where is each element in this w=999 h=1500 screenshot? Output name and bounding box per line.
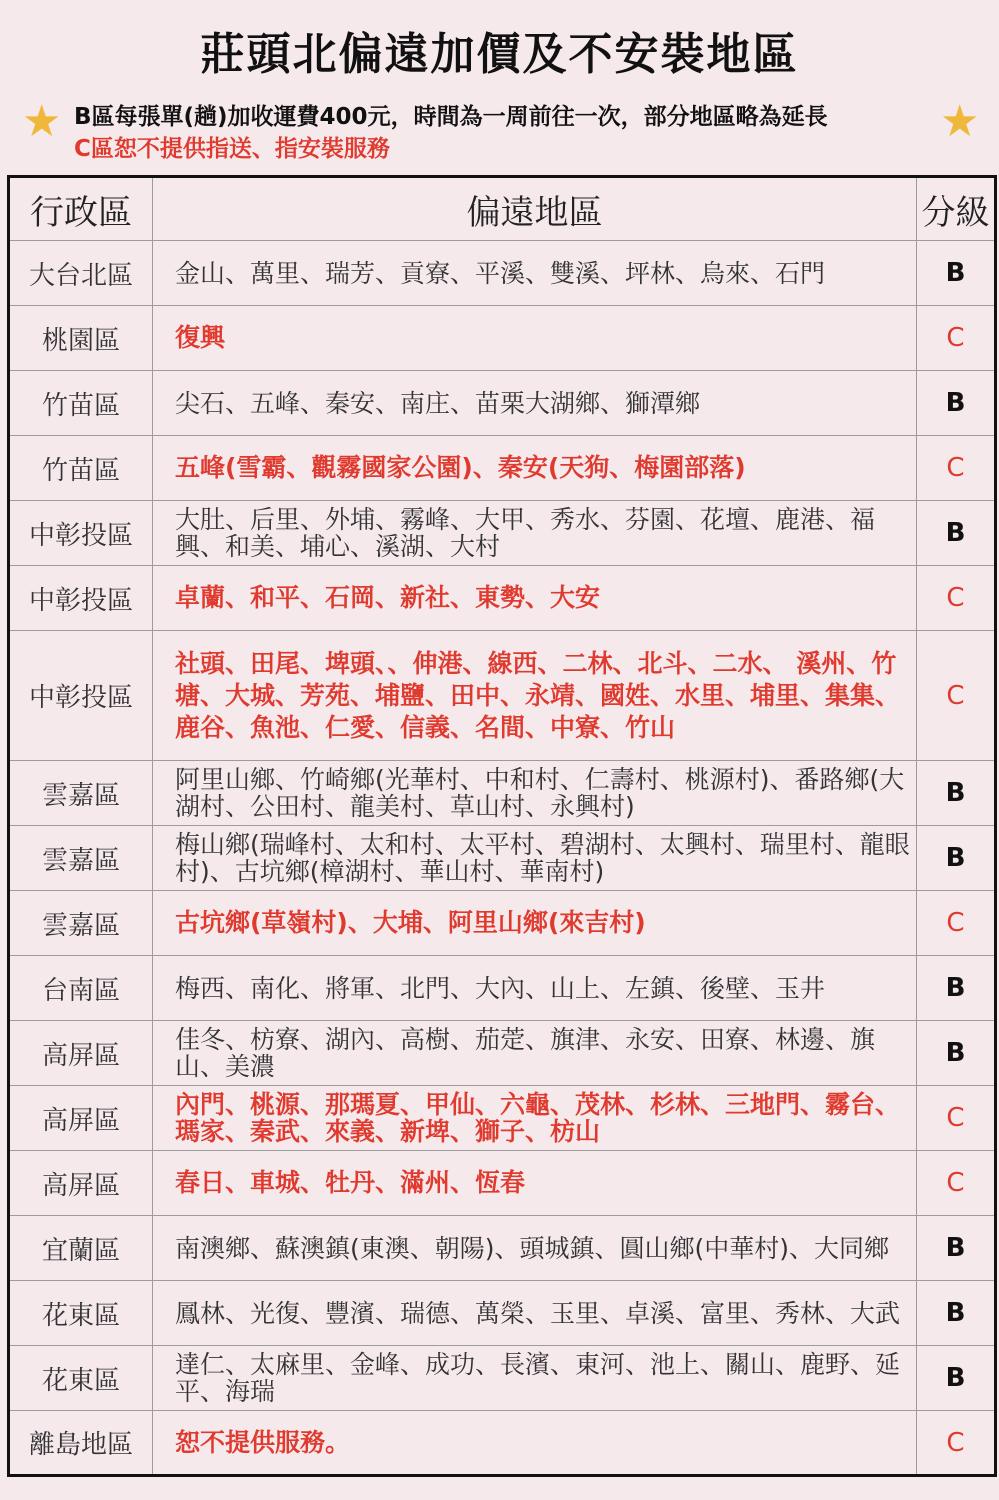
table-row (9, 1281, 996, 1346)
grade-cell: C (917, 1151, 996, 1216)
area-cell: 五峰(雪霸、觀霧國家公園)、秦安(天狗、梅園部落) (153, 436, 917, 501)
district-cell: 花東區 (9, 1346, 153, 1411)
district-cell: 花東區 (9, 1281, 153, 1346)
area-cell: 鳳林、光復、豐濱、瑞德、萬榮、玉里、卓溪、富里、秀林、大武 (153, 1281, 917, 1346)
district-cell: 宜蘭區 (9, 1216, 153, 1281)
grade-cell: C (917, 891, 996, 956)
grade-cell: B (917, 1216, 996, 1281)
area-cell: 南澳鄉、蘇澳鎮(東澳、朝陽)、頭城鎮、圓山鄉(中華村)、大同鄉 (153, 1216, 917, 1281)
area-cell: 阿里山鄉、竹崎鄉(光華村、中和村、仁壽村、桃源村)、番路鄉(大湖村、公田村、龍美村、草山村、永興村) (153, 761, 917, 826)
district-cell: 台南區 (9, 956, 153, 1021)
table-row (9, 1021, 996, 1086)
table-row (9, 241, 996, 306)
area-cell: 內門、桃源、那瑪夏、甲仙、六龜、茂林、杉林、三地門、霧台、瑪家、秦武、來義、新埤、獅子、枋山 (153, 1086, 917, 1151)
table-row (9, 436, 996, 501)
remote-area-table (7, 175, 997, 1477)
area-cell: 達仁、太麻里、金峰、成功、長濱、東河、池上、關山、鹿野、延平、海瑞 (153, 1346, 917, 1411)
district-cell: 雲嘉區 (9, 761, 153, 826)
area-cell: 梅山鄉(瑞峰村、太和村、太平村、碧湖村、太興村、瑞里村、龍眼村)、古坑鄉(樟湖村、華山村、華南村) (153, 826, 917, 891)
area-cell: 社頭、田尾、埤頭、、伸港、線西、二林、北斗、二水、 溪州、竹塘、大城、芳苑、埔鹽、田中、永靖、國姓、水里、埔里、集集、鹿谷、魚池、仁愛、信義、名間、中寮、竹山 (153, 631, 917, 761)
area-cell: 復興 (153, 306, 917, 371)
b-zone-note: B區每張單(趟)加收運費400元，時間為一周前往一次，部分地區略為延長 (74, 104, 828, 130)
grade-cell: C (917, 1411, 996, 1476)
page-title: 莊頭北偏遠加價及不安裝地區 (200, 29, 799, 80)
table-row (9, 306, 996, 371)
district-cell: 桃園區 (9, 306, 153, 371)
table-row (9, 371, 996, 436)
district-cell: 竹苗區 (9, 436, 153, 501)
grade-cell: C (917, 631, 996, 761)
grade-cell: B (917, 241, 996, 306)
table-row (9, 891, 996, 956)
grade-cell: B (917, 501, 996, 566)
grade-cell: B (917, 1281, 996, 1346)
grade-cell: B (917, 761, 996, 826)
star-icon: ★ (22, 96, 62, 147)
area-cell: 梅西、南化、將軍、北門、大內、山上、左鎮、後壁、玉井 (153, 956, 917, 1021)
district-cell: 高屏區 (9, 1151, 153, 1216)
table-row (9, 1151, 996, 1216)
grade-cell: B (917, 371, 996, 436)
area-cell: 春日、車城、牡丹、滿州、恆春 (153, 1151, 917, 1216)
district-cell: 中彰投區 (9, 631, 153, 761)
district-cell: 離島地區 (9, 1411, 153, 1476)
district-cell: 中彰投區 (9, 501, 153, 566)
area-cell: 古坑鄉(草嶺村)、大埔、阿里山鄉(來吉村) (153, 891, 917, 956)
c-zone-note: C區恕不提供指送、指安裝服務 (74, 136, 390, 162)
table-row (9, 1411, 996, 1476)
star-icon: ★ (940, 96, 980, 147)
grade-cell: B (917, 956, 996, 1021)
grade-cell: C (917, 306, 996, 371)
table-row (9, 761, 996, 826)
table-row (9, 501, 996, 566)
table-row (9, 1086, 996, 1151)
area-cell: 尖石、五峰、秦安、南庄、苗栗大湖鄉、獅潭鄉 (153, 371, 917, 436)
area-cell: 佳冬、枋寮、湖內、高樹、茄萣、旗津、永安、田寮、林邊、旗山、美濃 (153, 1021, 917, 1086)
area-cell: 金山、萬里、瑞芳、貢寮、平溪、雙溪、坪林、烏來、石門 (153, 241, 917, 306)
district-cell: 中彰投區 (9, 566, 153, 631)
district-cell: 大台北區 (9, 241, 153, 306)
grade-cell: C (917, 566, 996, 631)
district-cell: 竹苗區 (9, 371, 153, 436)
area-cell: 大肚、后里、外埔、霧峰、大甲、秀水、芬園、花壇、鹿港、福興、和美、埔心、溪湖、大村 (153, 501, 917, 566)
district-cell: 雲嘉區 (9, 891, 153, 956)
grade-cell: B (917, 1346, 996, 1411)
table-row (9, 826, 996, 891)
district-cell: 雲嘉區 (9, 826, 153, 891)
grade-cell: C (917, 436, 996, 501)
table-row (9, 1346, 996, 1411)
table-row (9, 956, 996, 1021)
table-row (9, 566, 996, 631)
district-cell: 高屏區 (9, 1021, 153, 1086)
table-header-row (9, 177, 996, 241)
table-row (9, 1216, 996, 1281)
grade-cell: B (917, 1021, 996, 1086)
header-district: 行政區 (9, 177, 153, 241)
grade-cell: C (917, 1086, 996, 1151)
area-cell: 卓蘭、和平、石岡、新社、東勢、大安 (153, 566, 917, 631)
header-area: 偏遠地區 (153, 177, 917, 241)
grade-cell: B (917, 826, 996, 891)
header-grade: 分級 (917, 177, 996, 241)
district-cell: 高屏區 (9, 1086, 153, 1151)
table-row (9, 631, 996, 761)
area-cell: 恕不提供服務。 (153, 1411, 917, 1476)
